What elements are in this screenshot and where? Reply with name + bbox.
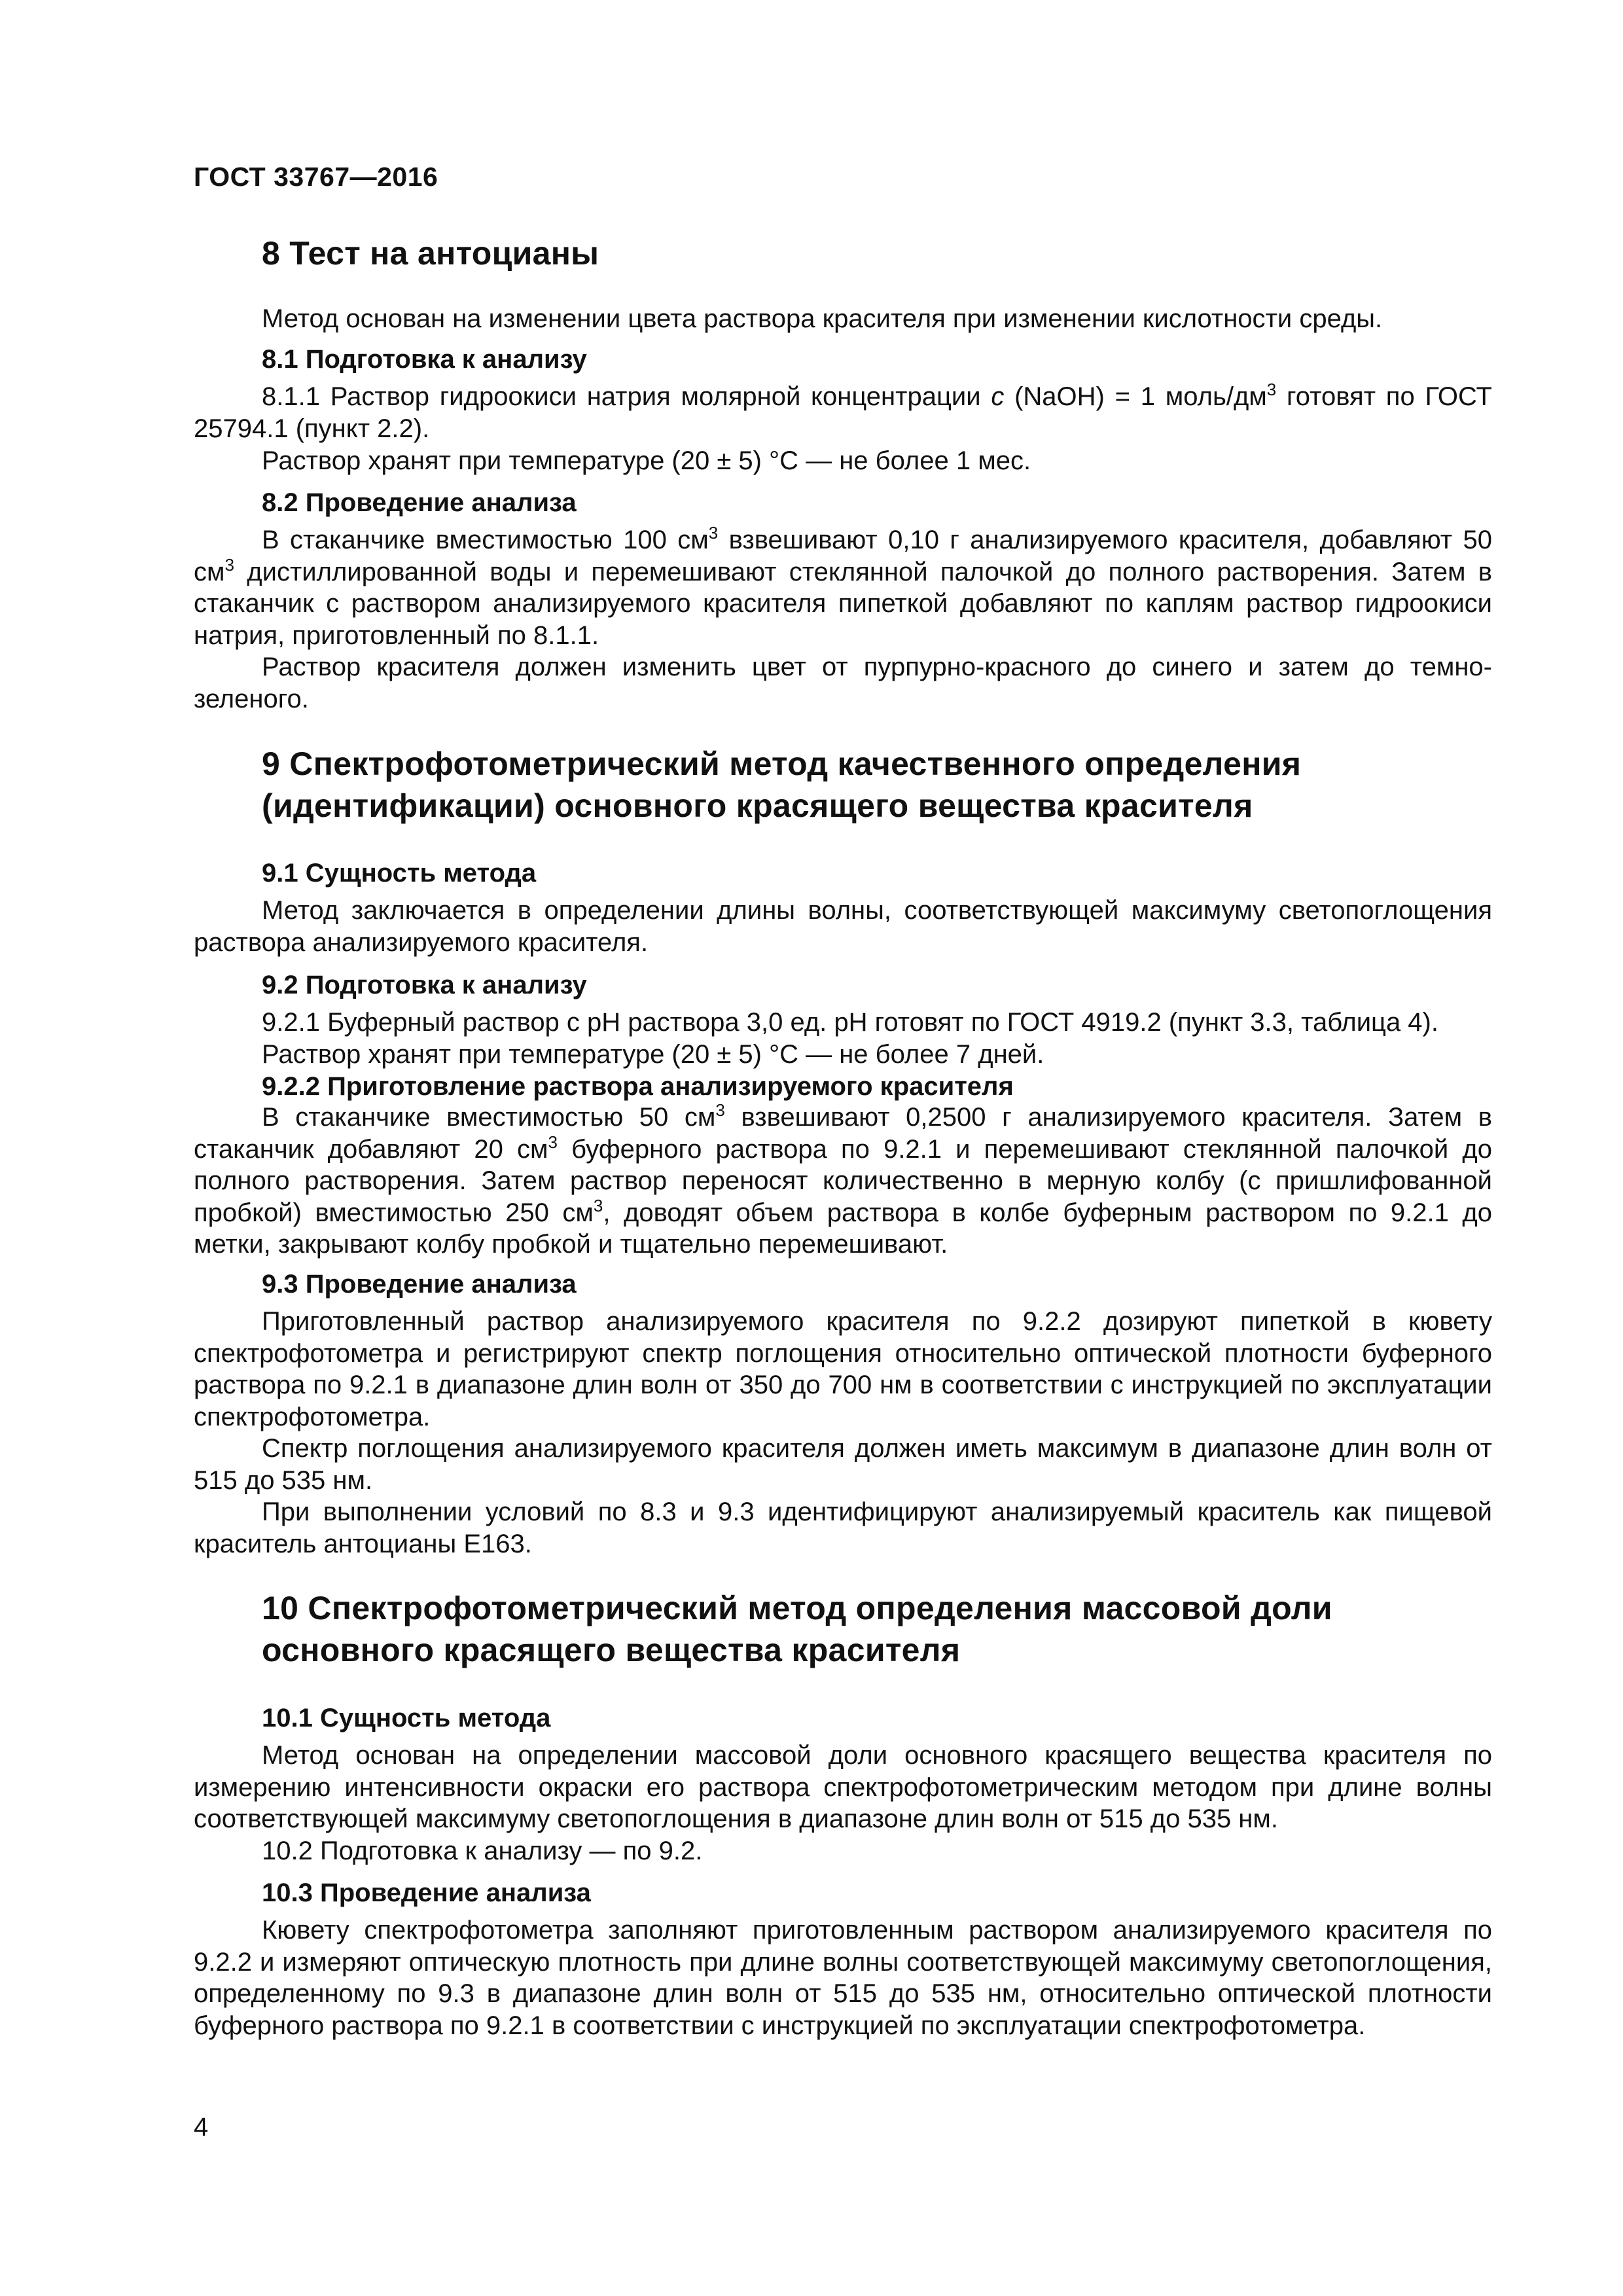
paragraph-10-2: 10.2 Подготовка к анализу — по 9.2. bbox=[262, 1837, 703, 1865]
paragraph-9-2-1: 9.2.1 Буферный раствор с pH раствора 3,0 ед. pH готовят по ГОСТ 4919.2 (пункт 3.3, таблица 4). bbox=[262, 1008, 1438, 1037]
section-8-intro: Метод основан на изменении цвета раствора красителя при изменении кислотности среды. bbox=[262, 304, 1383, 333]
subsection-10-1-title: 10.1 Сущность метода bbox=[262, 1704, 551, 1732]
paragraph-8-2-color: Раствор красителя должен изменить цвет от пурпурно-красного до синего и затем до темно-зеленого. bbox=[194, 653, 1492, 713]
section-9-title: 9 Спектрофотометрический метод качественного определения (идентификации) основного красящего вещества красителя bbox=[262, 745, 1302, 824]
paragraph-10-3: Кювету спектрофотометра заполняют приготовленным раствором анализируемого красителя по 9.2.2 и измеряют оптическую плотность при длине волны соответствующей максимуму светопоглощения, определенному по 9.3 в диапазоне длин волн от 515 до 535 нм, относительно оптической плотности буферного раствора по 9.2.1 в соответствии с инструкцией по эксплуатации спектрофотометра. bbox=[194, 1916, 1492, 2040]
document-code: ГОСТ 33767—2016 bbox=[194, 162, 438, 192]
paragraph-9-3-spectrum: Спектр поглощения анализируемого красителя должен иметь максимум в диапазоне длин волн от 515 до 535 нм. bbox=[194, 1434, 1492, 1495]
paragraph-8-2: В стаканчике вместимостью 100 $см^3$ взвешивают 0,10 г анализируемого красителя, добавляют 50 $см^3$ дистиллированной воды и перемешивают стеклянной палочкой до полного растворения. Затем в стаканчик с раствором анализируемого красителя пипеткой добавляют по каплям раствор гидроокиси натрия, приготовленный по 8.1.1. bbox=[194, 523, 1493, 650]
paragraph-9-2-1-storage: Раствор хранят при температуре (20 ± 5) °С — не более 7 дней. bbox=[262, 1040, 1044, 1069]
paragraph-9-2-2: В стаканчике вместимостью 50 $см^3$ взвешивают 0,2500 г анализируемого красителя. Затем в стаканчик добавляют 20 $см^3$ буферного раствора по 9.2.1 и перемешивают стеклянной палочкой до полного растворения. Затем раствор переносят количественно в мерную колбу (с пришлифованной пробкой) вместимостью 250 $см^3$, доводят объем раствора в колбе буферным раствором по 9.2.1 до метки, закрывают колбу пробкой и тщательно перемешивают. bbox=[194, 1100, 1493, 1259]
subsection-9-2-title: 9.2 Подготовка к анализу bbox=[262, 971, 587, 999]
section-10-title: 10 Спектрофотометрический метод определения массовой доли основного красящего вещества красителя bbox=[262, 1590, 1332, 1668]
paragraph-8-1-1: 8.1.1 Раствор гидроокиси натрия молярной концентрации c (NaOH) = 1 моль/$дм^3$ готовят по ГОСТ 25794.1 (пункт 2.2). bbox=[194, 380, 1492, 443]
paragraph-9-1: Метод заключается в определении длины волны, соответствующей максимуму светопоглощения раствора анализируемого красителя. bbox=[194, 896, 1492, 957]
paragraph-9-3-procedure: Приготовленный раствор анализируемого красителя по 9.2.2 дозируют пипеткой в кювету спектрофотометра и регистрируют спектр поглощения относительно оптической плотности буферного раствора по 9.2.1 в диапазоне длин волн от 350 до 700 нм в соответствии с инструкцией по эксплуатации спектрофотометра. bbox=[194, 1307, 1492, 1431]
subsection-8-1-title: 8.1 Подготовка к анализу bbox=[262, 345, 587, 374]
page-number: 4 bbox=[194, 2113, 209, 2142]
paragraph-9-3-identification: При выполнении условий по 8.3 и 9.3 идентифицируют анализируемый краситель как пищевой краситель антоцианы Е163. bbox=[194, 1498, 1492, 1558]
subsection-9-1-title: 9.1 Сущность метода bbox=[262, 859, 537, 888]
section-8-title: 8 Тест на антоцианы bbox=[262, 235, 599, 272]
subsection-9-3-title: 9.3 Проведение анализа bbox=[262, 1270, 577, 1299]
subsection-9-2-2-title: 9.2.2 Приготовление раствора анализируемого красителя bbox=[262, 1072, 1014, 1101]
subsection-10-3-title: 10.3 Проведение анализа bbox=[262, 1878, 591, 1907]
paragraph-8-1-1-storage: Раствор хранят при температуре (20 ± 5) °С — не более 1 мес. bbox=[262, 446, 1031, 475]
subsection-8-2-title: 8.2 Проведение анализа bbox=[262, 488, 577, 517]
paragraph-10-1: Метод основан на определении массовой доли основного красящего вещества красителя по измерению интенсивности окраски его раствора спектрофотометрическим методом при длине волны соответствующей максимуму светопоглощения в диапазоне длин волн от 515 до 535 нм. bbox=[194, 1741, 1492, 1833]
